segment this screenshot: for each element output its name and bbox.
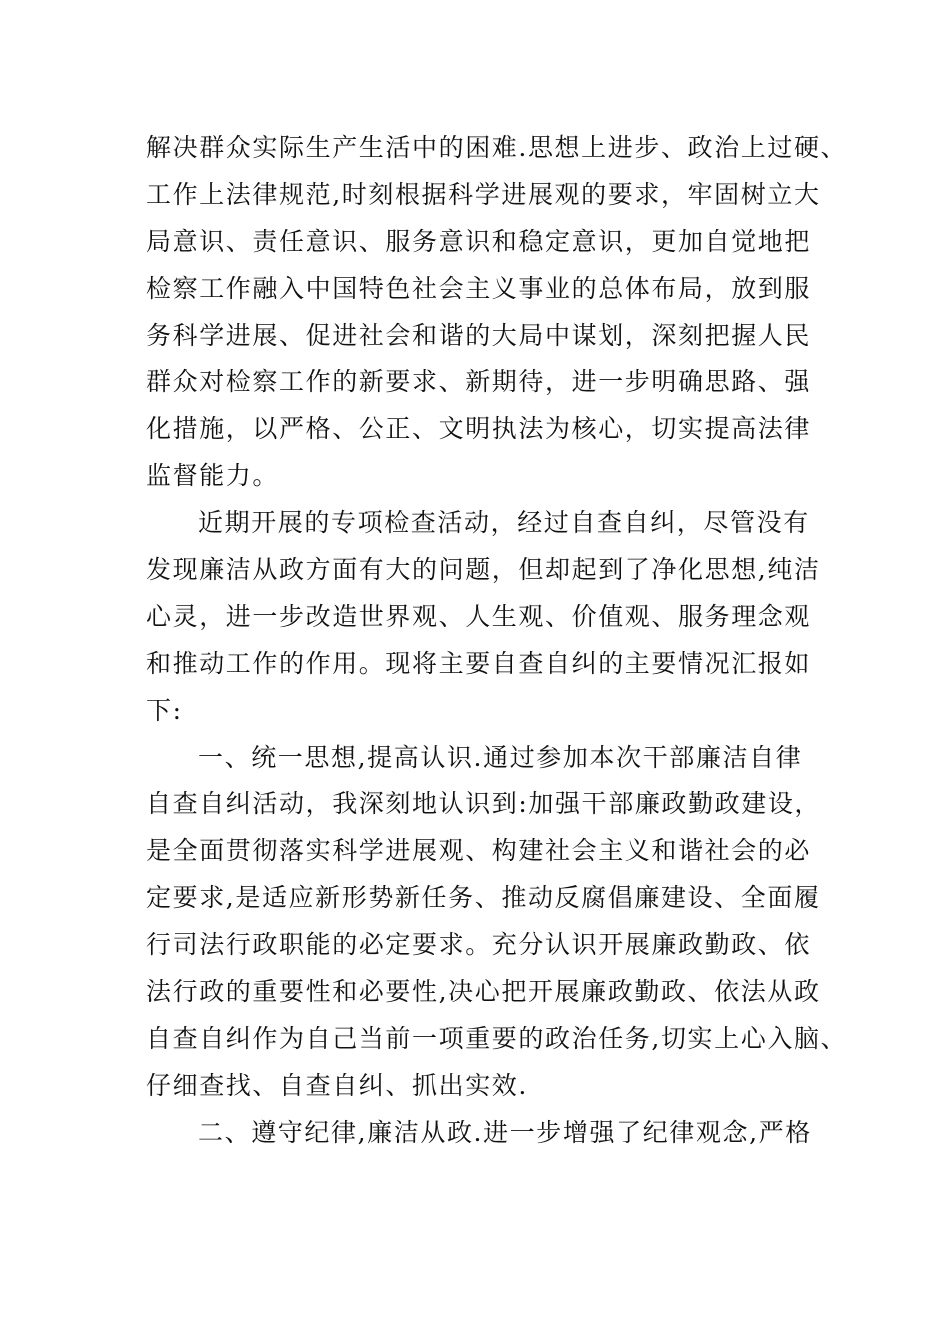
text-line: 务科学进展、促进社会和谐的大局中谋划，深刻把握人民 [146,320,812,350]
paragraph-first-line: 近期开展的专项检查活动，经过自查自纠，尽管没有 [198,508,810,538]
text-line: 局意识、责任意识、服务意识和稳定意识，更加自觉地把 [146,226,812,256]
text-line: 检察工作融入中国特色社会主义事业的总体布局，放到服 [146,273,812,303]
section-heading-line: 二、遵守纪律,廉洁从政.进一步增强了纪律观念,严格 [198,1117,812,1147]
text-line: 群众对检察工作的新要求、新期待，进一步明确思路、强 [146,367,812,397]
text-line: 自查自纠活动，我深刻地认识到:加强干部廉政勤政建设， [146,789,822,819]
text-line: 工作上法律规范,时刻根据科学进展观的要求，牢固树立大 [146,179,821,209]
text-line: 化措施，以严格、公正、文明执法为核心，切实提高法律 [146,414,812,444]
document-body [146,125,848,1157]
text-line: 发现廉洁从政方面有大的问题，但却起到了净化思想,纯洁 [146,555,821,585]
text-line: 法行政的重要性和必要性,决心把开展廉政勤政、依法从政 [146,977,821,1007]
text-line: 解决群众实际生产生活中的困难.思想上进步、政治上过硬、 [146,133,848,162]
text-line: 心灵，进一步改造世界观、人生观、价值观、服务理念观 [146,601,812,631]
text-line: 定要求,是适应新形势新任务、推动反腐倡廉建设、全面履 [146,883,821,913]
text-line: 行司法行政职能的必定要求。充分认识开展廉政勤政、依 [146,930,812,960]
text-line: 监督能力。 [146,461,280,491]
text-line: 是全面贯彻落实科学进展观、构建社会主义和谐社会的必 [146,836,812,866]
section-heading-line: 一、统一思想,提高认识.通过参加本次干部廉洁自律 [198,742,803,772]
text-line: 自查自纠作为自己当前一项重要的政治任务,切实上心入脑、 [146,1023,848,1053]
text-line: 仔细查找、自查自纠、抓出实效. [146,1070,528,1100]
text-line: 和推动工作的作用。现将主要自查自纠的主要情况汇报如 [146,648,812,678]
text-line: 下: [146,695,183,725]
